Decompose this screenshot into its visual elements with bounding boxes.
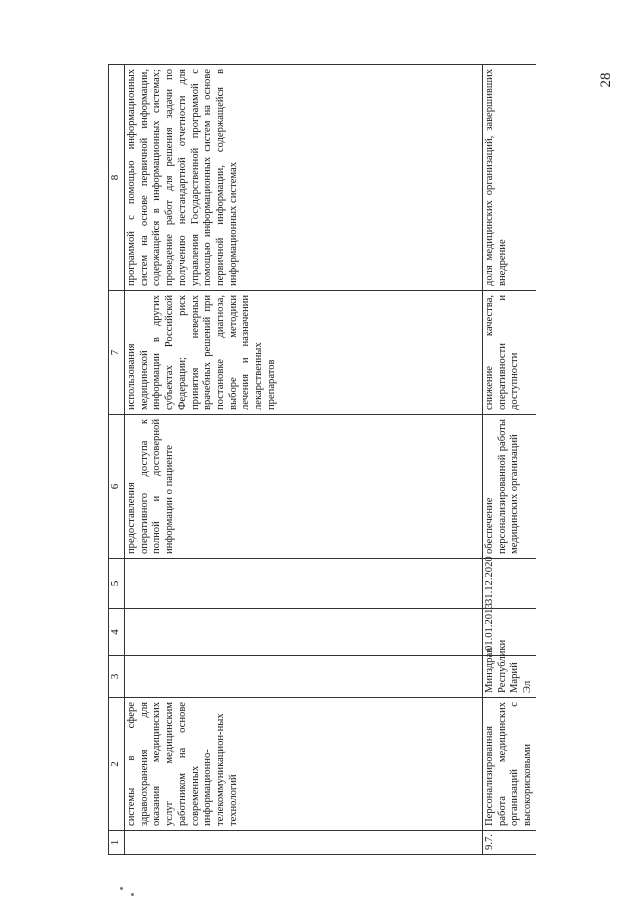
cell-indicators: программой с помощью информационных систем на основе первичной информации, содержащейся в информационных системах; проведение работ для решения задачи по получению нестандартной отчетности для управления Государственной программой с помощью информационных систем на основе первичной информации, содержащейся в информационных системах [125,65,483,291]
cell-consequences: снижение качества, оперативности и доступности [483,291,536,415]
cell-start-date: 01.01.2013 [483,609,536,656]
column-number: 5 [109,559,125,609]
column-number: 2 [109,698,125,831]
cell-item-number: 9.7. [483,831,536,855]
column-number: 4 [109,609,125,656]
program-measures-table [108,64,536,855]
cell-end-date: 31.12.2020 [483,559,536,609]
cell-start-date [125,609,483,656]
column-number: 8 [109,65,125,291]
column-number-row [109,65,125,855]
scan-speck [120,887,123,890]
cell-item-number [125,831,483,855]
column-number: 7 [109,291,125,415]
cell-end-date [125,559,483,609]
cell-measure-name: системы в сфере здравоохранения для оказания медицинских услуг медицинским работником на основе современных информационно-телекоммуникацион-ных технологий [125,698,483,831]
scan-speck [131,893,134,896]
cell-expected-result: обеспечение персонализированной работы медицинских организаций [483,415,536,559]
cell-expected-result: предоставления оперативного доступа к полной и достоверной информации о пациенте [125,415,483,559]
column-number: 6 [109,415,125,559]
cell-measure-name: Персонализированная работа медицинских организаций с высокорисковыми [483,698,536,831]
column-number: 3 [109,656,125,698]
column-number: 1 [109,831,125,855]
cell-consequences: использования медицинской информации в других субъектах Российской Федерации; риск принятия неверных врачебных решений при постановке диагноза, выборе методики лечения и назначении лекарственных препаратов [125,291,483,415]
cell-executor [125,656,483,698]
cell-executor: Минздрав Республики Марий Эл [483,656,536,698]
cell-indicators: доля медицинских организаций, завершивших внедрение [483,65,536,291]
page-number: 28 [598,72,614,88]
table-row [483,65,536,855]
table-row [125,65,483,855]
rotated-table-container [108,65,534,855]
